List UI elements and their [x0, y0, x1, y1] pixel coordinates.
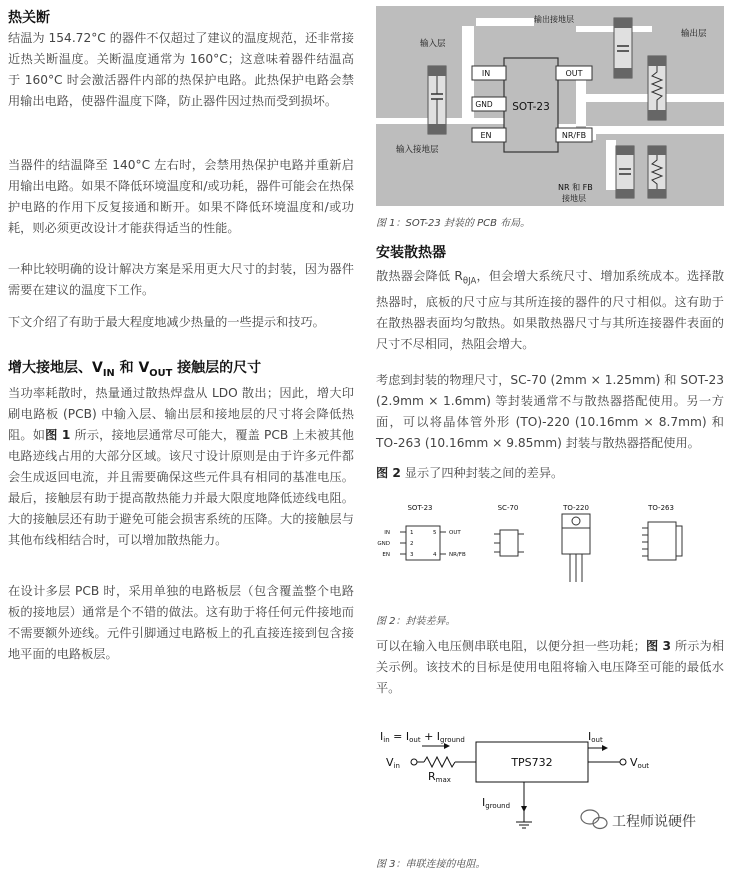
paragraph-4: 下文介绍了有助于最大程度地减少热量的一些提示和技巧。: [8, 315, 325, 329]
pin-right-nrfb: NR/FB: [449, 552, 466, 558]
figure-3-caption: 图 3：串联连接的电阻。: [376, 859, 486, 870]
figure-3-series-resistor: [376, 722, 724, 840]
pin-left-3: EN: [382, 552, 390, 558]
pin-left-num-1: 1: [410, 530, 414, 536]
capacitor-out: [614, 18, 632, 78]
paragraph-3: 一种比较明确的设计解决方案是采用更大尺寸的封装，因为器件需要在建议的温度下工作。: [8, 262, 354, 297]
pkg-sot23-label: SOT-23: [407, 504, 433, 512]
pin-nrfb-label: NR/FB: [561, 131, 587, 140]
sc70-drawing: [494, 530, 524, 556]
ignd-label: Iground: [482, 796, 511, 810]
pin-left-1: IN: [384, 530, 390, 536]
iout-label: Iout: [588, 730, 603, 744]
label-nr-fb-1: NR 和 FB: [558, 183, 593, 192]
sot23-drawing: [377, 526, 466, 560]
label-input-layer: 输入层: [420, 39, 446, 49]
capacitor-nr: [616, 146, 634, 198]
chip-label: TPS732: [511, 756, 553, 769]
pin-gnd-label: GND: [475, 100, 493, 109]
watermark: 工程师说硬件: [612, 814, 696, 830]
paragraph-6: 在设计多层 PCB 时，采用单独的电路板层（包含覆盖整个电路板的接地层）通常是个不错的做法。这有助于将任何元件接地而不需要额外迹线。元件引脚通过电路板上的孔直接连接到包含接地平面的电路板层。: [8, 584, 354, 661]
pin-left-num-2: 2: [410, 541, 414, 547]
paragraph-8: 考虑到封装的物理尺寸，SC-70 (2mm × 1.25mm) 和 SOT-23 (2.9mm × 1.6mm) 等封装通常不与散热器搭配使用。另一方面，可以将晶体管外形 (TO)-220 (10.16mm × 8.7mm) 和 TO-263 (10.16mm × 9.85mm) 封装与散热器搭配使用。: [376, 373, 724, 450]
paragraph-1: 结温为 154.72°C 的器件不仅超过了建议的温度规范，还非常接近热关断温度。关断温度通常为 160°C；这意味着器件结温高于 160°C 时会激活器件内部的热保护电路。此热保护电路会禁用输出电路，使器件温度下降，防止器件因过热而受到损坏。: [8, 31, 354, 108]
pkg-sc70-label: SC-70: [497, 504, 519, 512]
current-equation: Iin = Iout + Iground: [380, 730, 465, 744]
heading-increase-layers: 增大接地层、$V_{IN}$ 和 $V_{OUT}$ 接触层的尺寸: [8, 360, 262, 379]
wechat-icon: [581, 810, 607, 829]
paragraph-9: 图 2 显示了四种封装之间的差异。: [376, 466, 564, 480]
resistor-out: [648, 56, 666, 120]
pin-left-num-3: 3: [410, 552, 414, 558]
to220-drawing: [562, 514, 590, 582]
figure-2-packages: [376, 500, 724, 600]
label-output-ground-layer: 输出接地层: [534, 15, 574, 24]
figure-1-caption: 图 1：SOT-23 封装的 PCB 布局。: [376, 218, 531, 229]
label-nr-fb-2: 接地层: [562, 194, 586, 203]
pin-out-label: OUT: [565, 69, 583, 78]
paragraph-10: 可以在输入电压侧串联电阻，以便分担一些功耗；图 3 所示为相关示例。该技术的目标是使用电阻将输入电压降至可能的最低水平。: [376, 639, 725, 695]
label-input-ground-layer: 输入接地层: [396, 145, 439, 155]
heading-heatsink: 安装散热器: [376, 245, 446, 261]
figure-1-pcb-layout: [376, 6, 724, 206]
rmax-label: Rmax: [428, 770, 451, 784]
resistor-rmax: [424, 757, 455, 767]
pin-left-2: GND: [377, 541, 390, 547]
pkg-to220-label: TO-220: [563, 504, 589, 512]
paragraph-7: 散热器会降低 $R_{\theta JA}$，但会增大系统尺寸、增加系统成本。选择散热器时，底板的尺寸应与其所连接的器件的尺寸相似。这有助于在散热器表面均匀散热。如果散热器尺寸与其所连接器件表面的尺寸不尽相同，热阻会增大。: [376, 269, 725, 352]
vout-label: Vout: [630, 756, 649, 770]
pin-right-num-4: 4: [433, 552, 437, 558]
label-output-layer: 输出层: [681, 29, 707, 39]
to263-drawing: [642, 522, 682, 560]
paragraph-2: 当器件的结温降至 140°C 左右时，会禁用热保护电路并重新启用输出电路。如果不降低环境温度和/或功耗，器件可能会在热保护电路的作用下反复接通和断开。如果不降低环境温度和/或功耗，则必须更改设计才能获得适当的性能。: [8, 158, 354, 235]
pin-in-label: IN: [481, 69, 491, 78]
paragraph-5: 当功率耗散时，热量通过散热焊盘从 LDO 散出；因此，增大印刷电路板 (PCB) 中输入层、输出层和接地层的尺寸将会降低热阻。如图 1 所示，接地层通常尽可能大，覆盖 PCB 上未被其他电路迹线占用的大部分区域。该尺寸设计原则是由于许多元件都会生成返回电流，并且需要确保这些元件具有相同的基准电压。最后，接触层有助于提高散热能力并最大限度地降低迹线电阻。大的接触层还有助于避免可能会损害系统的压降。大的接触层与其他布线相结合时，可以增加散热能力。: [8, 386, 354, 547]
pin-right-out: OUT: [449, 530, 461, 536]
capacitor-in: [428, 66, 446, 134]
pin-en-label: EN: [480, 131, 492, 140]
figure-2-caption: 图 2：封装差异。: [376, 616, 456, 627]
pkg-to263-label: TO-263: [648, 504, 674, 512]
vin-label: Vin: [386, 756, 400, 770]
chip-label: SOT-23: [512, 101, 550, 113]
pin-right-num-5: 5: [433, 530, 437, 536]
heading-thermal-shutdown: 热关断: [8, 10, 50, 26]
resistor-nr: [648, 146, 666, 198]
